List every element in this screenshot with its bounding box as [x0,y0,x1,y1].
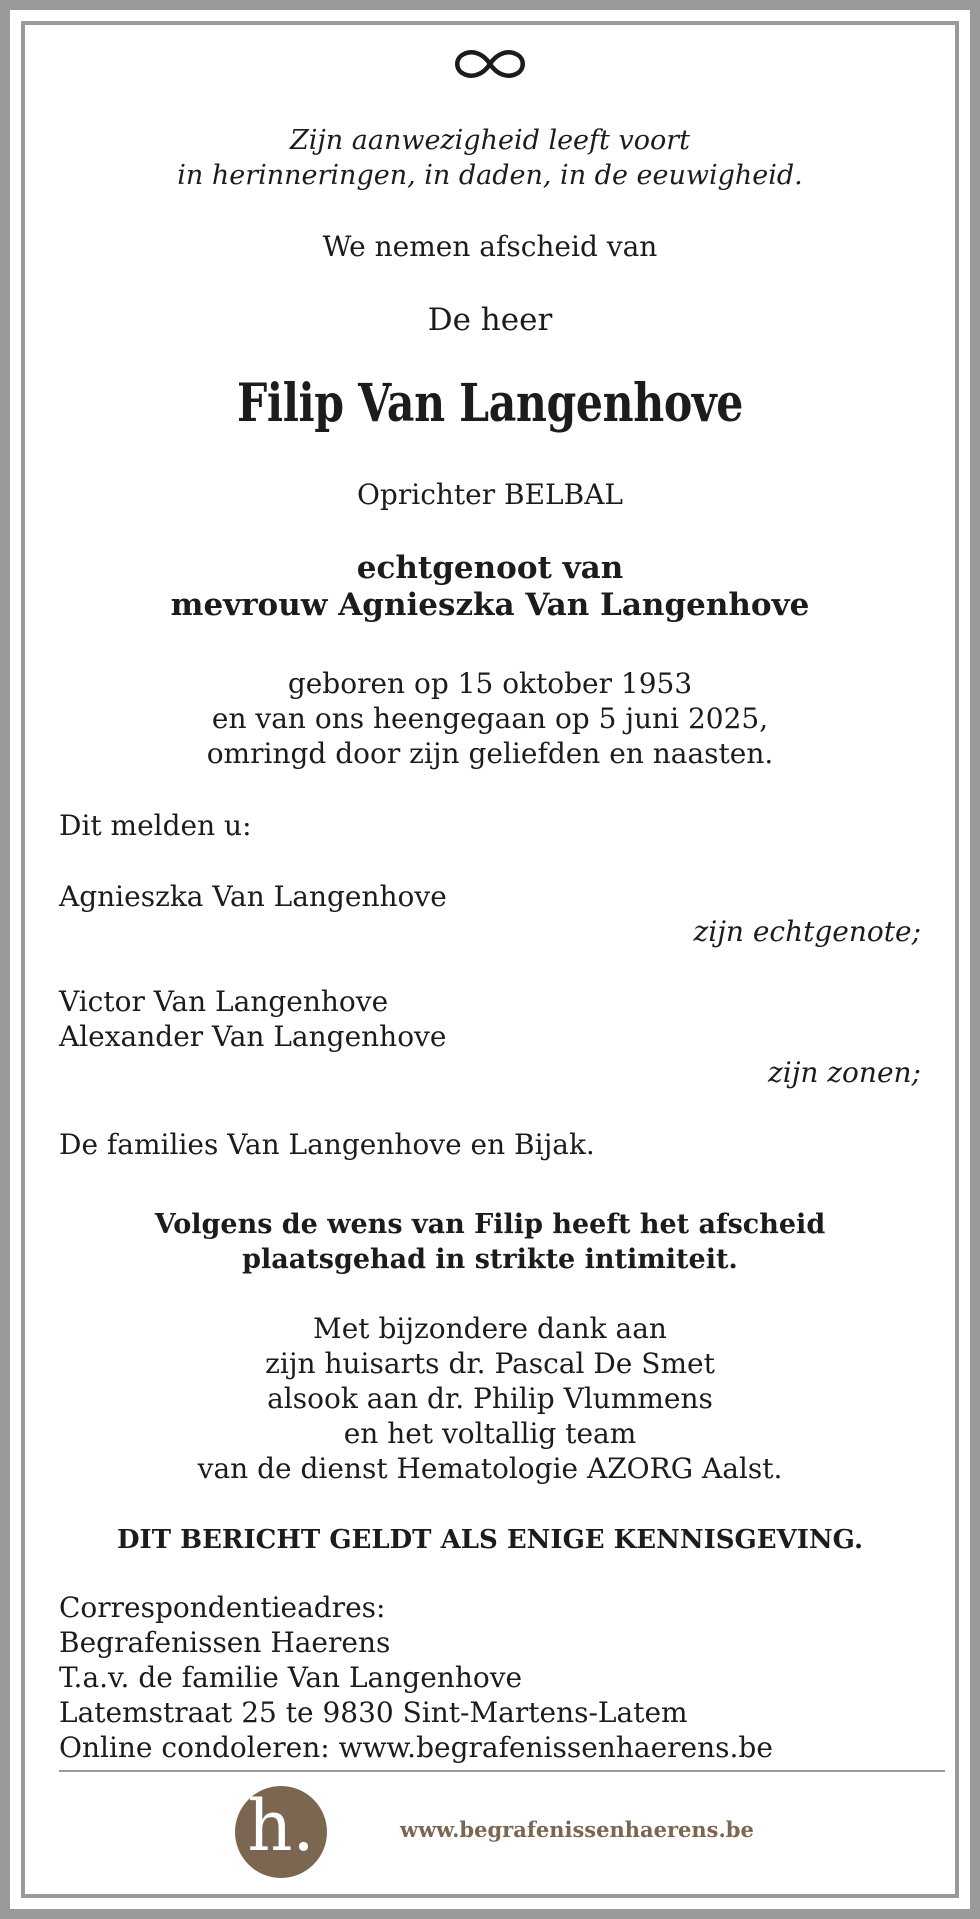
son-name: Alexander Van Langenhove [59,1020,447,1053]
thanks-line: Met bijzondere dank aan [313,1312,667,1345]
spouse-line-1: echtgenoot van [356,550,624,586]
correspondence-block [59,1590,773,1765]
memorial-quote [0,123,980,193]
quote-line-2: in herinneringen, in daden, in de eeuwigheid. [177,160,803,191]
funeral-home-website[interactable]: www.begrafenissenhaerens.be [400,1817,754,1842]
son-name: Victor Van Langenhove [59,985,389,1018]
thanks-line: alsook aan dr. Philip Vlummens [267,1382,713,1415]
sons-role: zijn zonen; [767,1056,921,1089]
sons-list [59,984,446,1054]
deceased-name: Filip Van Langenhove [237,373,743,434]
wish-line-2: plaatsgehad in strikte intimiteit. [242,1244,738,1275]
dates-block [0,666,980,771]
wish-block [0,1207,980,1277]
online-condolence-line: Online condoleren: www.begrafenissenhaerens.be [59,1731,773,1764]
infinity-icon [450,44,530,84]
correspondence-line: Begrafenissen Haerens [59,1626,391,1659]
wife-name: Agnieszka Van Langenhove [59,880,447,913]
thanks-line: van de dienst Hematologie AZORG Aalst. [197,1452,783,1485]
correspondence-heading: Correspondentieadres: [59,1591,386,1624]
funeral-home-logo [235,1786,327,1878]
spouse-block [0,550,980,624]
birth-date-line: geboren op 15 oktober 1953 [287,667,693,700]
intro-text: We nemen afscheid van [322,230,658,263]
death-date-line: en van ons heengegaan op 5 juni 2025, [211,702,769,735]
wife-role: zijn echtgenote; [693,915,921,948]
correspondence-address: Latemstraat 25 te 9830 Sint-Martens-Latem [59,1696,688,1729]
thanks-block [0,1311,980,1486]
surrounded-line: omringd door zijn geliefden en naasten. [206,737,774,770]
quote-line-1: Zijn aanwezigheid leeft voort [290,125,690,156]
name-wrapper [0,374,980,434]
notice-line: DIT BERICHT GELDT ALS ENIGE KENNISGEVING. [116,1525,863,1555]
wish-line-1: Volgens de wens van Filip heeft het afscheid [154,1209,826,1240]
deceased-title: Oprichter BELBAL [356,478,624,511]
honorific: De heer [427,302,553,338]
correspondence-line: T.a.v. de familie Van Langenhove [59,1661,523,1694]
families-line: De families Van Langenhove en Bijak. [59,1128,595,1161]
footer-divider [59,1770,945,1772]
thanks-line: zijn huisarts dr. Pascal De Smet [265,1347,715,1380]
announcers-intro: Dit melden u: [59,809,252,842]
logo-letter: h. [247,1786,315,1867]
thanks-line: en het voltallig team [343,1417,637,1450]
spouse-line-2: mevrouw Agnieszka Van Langenhove [170,587,810,623]
